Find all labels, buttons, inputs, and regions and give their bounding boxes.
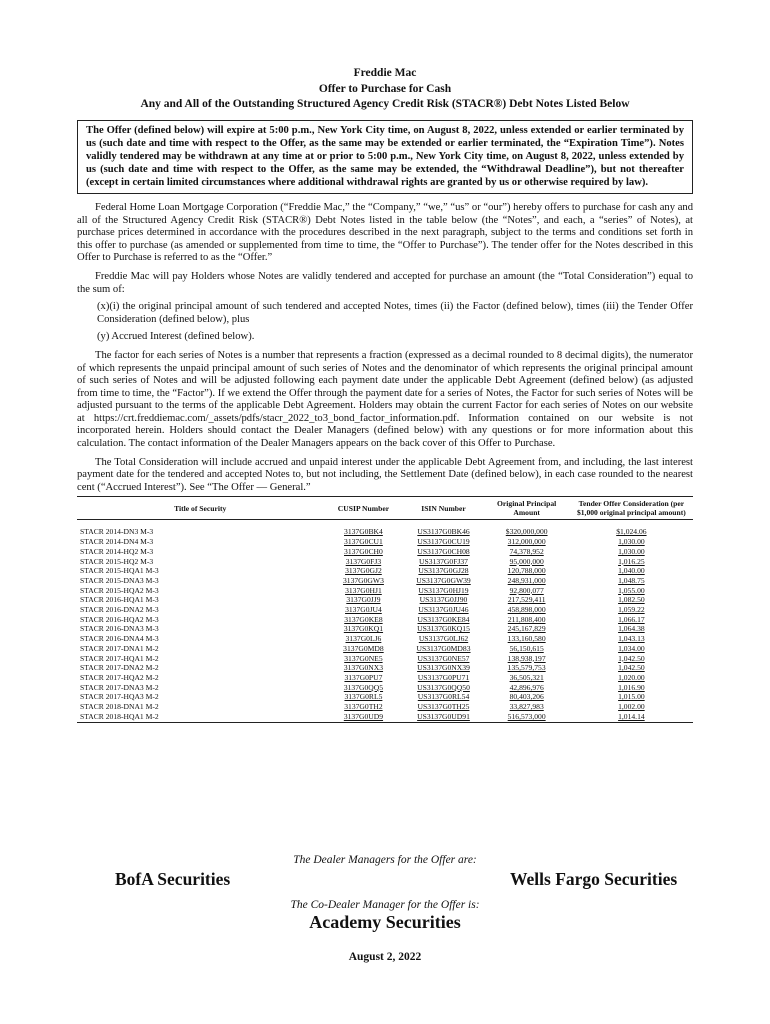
cusip-number: 3137G0JU4 <box>345 605 382 615</box>
isin-number: US3137G0JU46 <box>418 605 469 615</box>
security-title: STACR 2018-DNA1 M-2 <box>80 702 159 712</box>
table-spacer <box>77 520 693 528</box>
security-title: STACR 2016-DNA2 M-3 <box>80 605 159 615</box>
table-row <box>77 615 693 625</box>
isin-number: US3137G0PU71 <box>417 672 470 682</box>
tender-consideration: 1,040.00 <box>618 566 645 576</box>
cusip-number: 3137G0LJ6 <box>345 634 382 644</box>
security-title: STACR 2018-HQA1 M-2 <box>77 712 323 722</box>
original-principal: 33,827,983 <box>509 702 544 712</box>
tender-consideration: 1,030.00 <box>618 546 645 556</box>
offer-type: Offer to Purchase for Cash <box>318 82 452 95</box>
col-isin-header: ISIN Number <box>403 497 483 520</box>
tender-consideration: 1,042.50 <box>618 663 645 673</box>
security-title: STACR 2017-HQA3 M-2 <box>80 692 159 702</box>
securities-table <box>77 496 693 722</box>
formula-y-paragraph: (y) Accrued Interest (defined below). <box>97 331 255 343</box>
cusip-number: 3137G0HJ1 <box>345 585 382 595</box>
tender-consideration: 1,016.25 <box>618 556 645 566</box>
original-principal: 138,938,197 <box>507 653 546 663</box>
formula-x-paragraph: (x)(i) the original principal amount of such tendered and accepted Notes, times (ii) the Factor (defined below), times (iii) the Tender Offer Consideration (defined below), plus <box>97 301 693 325</box>
original-principal: 92,800,077 <box>509 585 544 595</box>
table-row <box>77 595 693 605</box>
security-title: STACR 2016-HQA1 M-3 <box>80 595 159 605</box>
tender-consideration: 1,015.00 <box>618 692 645 702</box>
original-principal: 211,808,400 <box>507 614 546 624</box>
isin-number: US3137G0FJ37 <box>419 556 468 566</box>
security-title: STACR 2015-HQ2 M-3 <box>80 556 154 566</box>
dealer-bofa: BofA Securities <box>115 869 231 889</box>
cusip-number: 3137G0QQ5 <box>343 682 384 692</box>
cusip-number: 3137G0KQ1 <box>343 624 384 634</box>
original-principal: $320,000,000 <box>505 527 548 537</box>
co-dealer-caption: The Co-Dealer Manager for the Offer is: <box>290 899 480 911</box>
col-principal-header: Original Principal Amount <box>484 497 570 520</box>
table-row <box>77 547 693 557</box>
original-principal: 516,573,000 <box>484 712 570 722</box>
intro-paragraph: Federal Home Loan Mortgage Corporation (“Freddie Mac,” the “Company,” “we,” “us” or “our”) hereby offers to purchase for cash any and all of the Structured Agency Credit Risk (STACR®) Debt Notes listed in the table below (the “Notes”, and each, a “series” of Notes), at purchase prices determined in accordance with the procedures described in the next paragraph, subject to the terms and conditions set forth in this offer to purchase (as amended or supplemented from time to time, the “Offer to Purchase”). The tender offer for the Notes described in this Offer to Purchase is referred to as the “Offer.” <box>77 201 693 264</box>
original-principal: 245,167,829 <box>507 624 546 634</box>
original-principal: 312,000,000 <box>507 537 546 547</box>
tender-consideration: 1,055.00 <box>618 585 645 595</box>
securities-table-body <box>77 520 693 722</box>
original-principal: 217,529,411 <box>507 595 546 605</box>
security-title: STACR 2017-HQA2 M-2 <box>80 672 159 682</box>
cusip-number: 3137G0PU7 <box>344 672 383 682</box>
isin-number: US3137G0CH08 <box>417 546 470 556</box>
security-title: STACR 2014-HQ2 M-3 <box>80 546 154 556</box>
table-row <box>77 537 693 547</box>
cusip-number: 3137G0UD9 <box>323 712 403 722</box>
table-row <box>77 654 693 664</box>
tender-consideration: 1,002.00 <box>618 702 645 712</box>
isin-number: US3137G0RL54 <box>417 692 470 702</box>
isin-number: US3137G0JJ90 <box>419 595 468 605</box>
table-row <box>77 673 693 683</box>
cusip-number: 3137G0GJ2 <box>345 566 382 576</box>
expiration-notice-box: The Offer (defined below) will expire at 5:00 p.m., New York City time, on August 8, 2022, unless extended or earlier terminated by us (such date and time with respect to the Offer, as the same may be extended or earlier terminated, the “Expiration Time”). Notes validly tendered may be withdrawn at any time at or prior to 5:00 p.m., New York City time, on August 8, 2022, unless extended by us (such date and time with respect to the Offer, as the same may be extended, the “Withdrawal Deadline”), but not thereafter (except in certain limited circumstances where additional withdrawal rights are granted by us or otherwise required by law). <box>77 120 693 194</box>
tender-consideration: 1,030.00 <box>618 537 645 547</box>
cusip-number: 3137G0RL5 <box>344 692 383 702</box>
table-row <box>77 702 693 712</box>
cusip-number: 3137G0TH2 <box>344 702 383 712</box>
table-row <box>77 586 693 596</box>
offer-page <box>77 66 693 723</box>
tender-consideration: 1,048.75 <box>618 575 645 585</box>
table-header-row <box>77 497 693 520</box>
table-row <box>77 605 693 615</box>
security-title: STACR 2016-DNA3 M-3 <box>80 624 159 634</box>
isin-number: US3137G0TH25 <box>417 702 470 712</box>
original-principal: 80,403,206 <box>509 692 544 702</box>
isin-number: US3137G0BK46 <box>417 527 470 537</box>
cusip-number: 3137G0KE8 <box>344 614 383 624</box>
isin-number: US3137G0HJ19 <box>418 585 469 595</box>
accrued-interest-paragraph: The Total Consideration will include accrued and unpaid interest under the applicable Debt Agreement from, and including, the last interest payment date for the tendered and accepted Notes to, but not including, the Settlement Date (defined below), in each case rounded to the nearest cent (“Accrued Interest”). See “The Offer — General.” <box>77 456 693 493</box>
factor-paragraph: The factor for each series of Notes is a number that represents a fraction (expressed as a decimal rounded to 8 decimal digits), the numerator of which represents the unpaid principal amount of such series of Notes and the denominator of which represents the original principal amount of such series of Notes and will be adjusted following each payment date under the applicable Debt Agreement (defined below) (as adjusted from time to time, the “Factor”). If we extend the Offer through the payment date for a series of Notes, the Factor for such series of Notes will be adjusted pursuant to the terms of the applicable Debt Agreement. Holders may obtain the current Factor for each series of Notes on our website at https://crt.freddiemac.com/_assets/pdfs/stacr_2022_to3_bond_factor_information.pdf. Information contained on our website is not incorporated herein. Holders should contact the Dealer Managers (defined below) with any questions or for more information about this calculation. The contact information of the Dealer Managers appears on the back cover of this Offer to Purchase. <box>77 349 693 450</box>
tender-consideration: 1,020.00 <box>618 672 645 682</box>
security-title: STACR 2017-DNA1 M-2 <box>80 643 159 653</box>
table-row <box>77 692 693 702</box>
isin-number: US3137G0GW39 <box>416 575 471 585</box>
security-title: STACR 2017-DNA3 M-2 <box>80 682 159 692</box>
original-principal: 36,505,321 <box>509 672 544 682</box>
tender-consideration: 1,034.00 <box>618 643 645 653</box>
table-row <box>77 576 693 586</box>
cusip-number: 3137G0MD8 <box>343 643 384 653</box>
original-principal: 135,579,753 <box>507 663 546 673</box>
document-date: August 2, 2022 <box>348 951 422 963</box>
tender-consideration: 1,082.50 <box>618 595 645 605</box>
table-row <box>77 527 693 537</box>
isin-number: US3137G0LJ62 <box>418 634 469 644</box>
table-row <box>77 683 693 693</box>
security-title: STACR 2017-DNA2 M-2 <box>80 663 159 673</box>
security-title: STACR 2015-HQA2 M-3 <box>80 585 159 595</box>
original-principal: 42,896,976 <box>509 682 544 692</box>
security-title: STACR 2016-DNA4 M-3 <box>80 634 159 644</box>
tender-consideration: 1,043.13 <box>618 634 645 644</box>
isin-number: US3137G0KE84 <box>417 614 470 624</box>
cusip-number: 3137G0NX3 <box>343 663 384 673</box>
security-title: STACR 2015-DNA3 M-3 <box>80 575 159 585</box>
cusip-number: 3137G0NE5 <box>344 653 383 663</box>
security-title: STACR 2014-DN3 M-3 <box>80 527 154 537</box>
offer-subject: Any and All of the Outstanding Structured Agency Credit Risk (STACR®) Debt Notes Listed Below <box>140 98 630 110</box>
original-principal: 74,378,952 <box>509 546 544 556</box>
dealer-wells-fargo: Wells Fargo Securities <box>510 869 678 889</box>
tender-consideration: $1,024.06 <box>616 527 647 537</box>
original-principal: 458,898,000 <box>507 605 546 615</box>
isin-number: US3137G0NX39 <box>417 663 470 673</box>
cusip-number: 3137G0GW3 <box>342 575 384 585</box>
document-header <box>77 66 693 113</box>
security-title: STACR 2014-DN4 M-3 <box>80 537 154 547</box>
isin-number: US3137G0CU19 <box>417 537 470 547</box>
table-row <box>77 644 693 654</box>
cusip-number: 3137G0FJ3 <box>345 556 382 566</box>
isin-number: US3137G0NE57 <box>417 653 470 663</box>
col-consideration-header: Tender Offer Consideration (per $1,000 original principal amount) <box>570 497 693 520</box>
isin-number: US3137G0GJ28 <box>418 566 469 576</box>
cusip-number: 3137G0JJ9 <box>346 595 381 605</box>
tender-consideration: 1,014.14 <box>570 712 693 722</box>
table-row <box>77 634 693 644</box>
table-row <box>77 624 693 634</box>
tender-consideration: 1,042.50 <box>618 653 645 663</box>
security-title: STACR 2015-HQA1 M-3 <box>80 566 159 576</box>
original-principal: 95,000,000 <box>509 556 544 566</box>
total-consideration-paragraph: Freddie Mac will pay Holders whose Notes are validly tendered and accepted for purchase an amount (the “Total Consideration”) equal to the sum of: <box>77 270 693 295</box>
isin-number: US3137G0MD83 <box>416 643 471 653</box>
issuer-name: Freddie Mac <box>353 67 417 79</box>
table-row <box>77 712 693 722</box>
col-title-header: Title of Security <box>77 497 323 520</box>
tender-consideration: 1,059.22 <box>618 605 645 615</box>
security-title: STACR 2017-HQA1 M-2 <box>80 653 159 663</box>
cusip-number: 3137G0BK4 <box>344 527 383 537</box>
col-cusip-header: CUSIP Number <box>323 497 403 520</box>
cusip-number: 3137G0CU1 <box>344 537 383 547</box>
cusip-number: 3137G0CH0 <box>344 546 383 556</box>
tender-consideration: 1,066.17 <box>618 614 645 624</box>
original-principal: 56,150,615 <box>509 643 544 653</box>
isin-number: US3137G0KQ15 <box>417 624 470 634</box>
original-principal: 120,788,000 <box>507 566 546 576</box>
isin-number: US3137G0UD91 <box>403 712 483 722</box>
co-dealer-academy: Academy Securities <box>309 912 461 932</box>
security-title: STACR 2016-HQA2 M-3 <box>80 614 159 624</box>
table-row <box>77 557 693 567</box>
original-principal: 248,931,000 <box>507 575 546 585</box>
tender-consideration: 1,016.90 <box>618 682 645 692</box>
table-row <box>77 566 693 576</box>
table-row <box>77 663 693 673</box>
tender-consideration: 1,064.38 <box>618 624 645 634</box>
original-principal: 133,160,580 <box>507 634 546 644</box>
dealer-managers-caption: The Dealer Managers for the Offer are: <box>293 854 477 866</box>
isin-number: US3137G0QQ50 <box>417 682 470 692</box>
